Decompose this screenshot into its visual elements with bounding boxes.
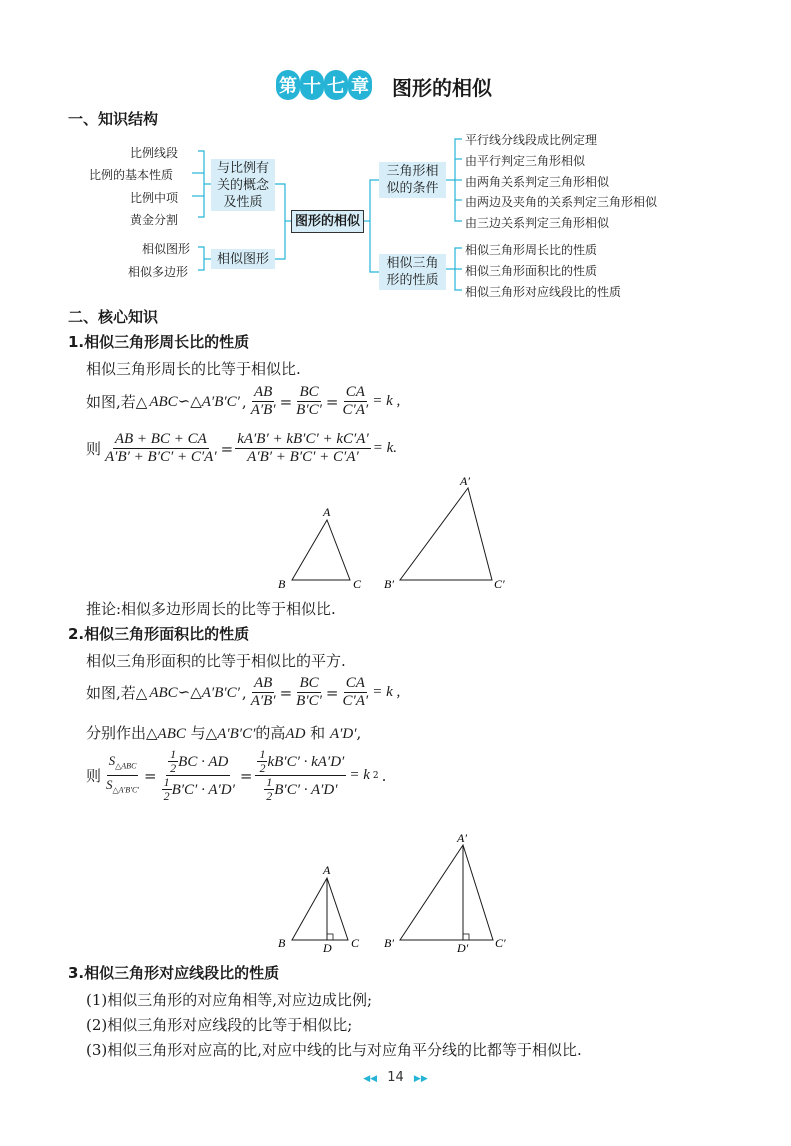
math: = k xyxy=(349,767,370,783)
triangle-small xyxy=(292,520,350,580)
mindmap-leaf: 相似多边形 xyxy=(128,265,189,279)
list-item: (2)相似三角形对应线段的比等于相似比; xyxy=(86,1016,353,1034)
math: B′C′ · A′D′ xyxy=(171,781,235,798)
fraction xyxy=(103,431,219,466)
text: 分别作出△ xyxy=(86,724,158,742)
numerator: 1 xyxy=(163,775,170,789)
numerator: 1 xyxy=(170,747,177,761)
numerator: CA xyxy=(345,384,365,400)
numerator xyxy=(255,748,346,776)
denominator: C′A′ xyxy=(342,402,369,418)
triangle-small xyxy=(292,878,348,940)
numerator: BC xyxy=(299,384,319,400)
vertex-label: B xyxy=(278,936,286,950)
text: 则 xyxy=(86,440,102,458)
mindmap-leaf: 相似三角形面积比的性质 xyxy=(465,264,598,278)
chapter-badge-char: 七 xyxy=(324,70,348,100)
denominator: A′B′ xyxy=(250,693,276,709)
math: = k , xyxy=(372,393,401,409)
construct-line xyxy=(86,722,361,743)
denominator xyxy=(262,776,339,803)
numerator: AB + BC + CA xyxy=(114,431,207,447)
list-item: (1)相似三角形的对应角相等,对应边成比例; xyxy=(86,991,373,1009)
math: ABC xyxy=(157,726,186,742)
math: BC · AD xyxy=(178,753,229,770)
vertex-label: B′ xyxy=(384,936,394,950)
text: , xyxy=(241,392,247,411)
math: AD xyxy=(285,726,306,742)
chapter-title: 图形的相似 xyxy=(392,76,492,100)
math: = k. xyxy=(372,440,398,456)
denominator: A′B′ xyxy=(250,402,276,418)
vertex-label: A xyxy=(323,505,331,519)
mindmap-leaf: 比例的基本性质 xyxy=(89,168,174,182)
section-heading: 二、核心知识 xyxy=(68,308,159,326)
vertex-label: B xyxy=(278,577,286,591)
math: A′B′C′ xyxy=(217,726,256,742)
triangle-large xyxy=(400,488,492,580)
text: , xyxy=(241,683,247,702)
math: S xyxy=(106,777,113,792)
mindmap-group-label-line: 形的性质 xyxy=(386,273,439,288)
mindmap-group-label-line: 相似三角 xyxy=(386,256,439,271)
math: ABC∽△A′B′C′ xyxy=(149,394,240,410)
math: = k , xyxy=(372,684,401,700)
numerator: AB xyxy=(253,384,273,400)
subscript: △A′B′C′ xyxy=(112,785,140,795)
math: S xyxy=(108,753,116,769)
item-heading: 3.相似三角形对应线段比的性质 xyxy=(68,964,280,982)
figure-triangles-with-heights xyxy=(270,830,530,960)
mindmap-group-box xyxy=(379,254,446,290)
chapter-badge-char: 第 xyxy=(276,70,300,100)
mindmap-leaf: 比例中项 xyxy=(130,191,179,205)
half xyxy=(257,748,267,775)
fraction xyxy=(255,748,346,803)
fraction xyxy=(294,675,324,710)
statement: 相似三角形面积的比等于相似比的平方. xyxy=(86,652,346,670)
denominator: A′B′ + B′C′ + C′A′ xyxy=(105,449,217,465)
section-heading: 一、知识结构 xyxy=(68,110,159,128)
triangle-large xyxy=(400,845,493,940)
text: 和 xyxy=(305,724,330,742)
mindmap-leaf: 相似图形 xyxy=(142,242,191,256)
vertex-label: C′ xyxy=(495,936,506,950)
mindmap-leaf: 由三边关系判定三角形相似 xyxy=(465,216,610,230)
denominator: B′C′ xyxy=(296,693,322,709)
vertex-label: A xyxy=(323,863,331,877)
fraction xyxy=(249,675,278,710)
text: , xyxy=(356,724,362,742)
vertex-label: A′ xyxy=(460,474,470,488)
arrow-left-icon: ◀◀ xyxy=(363,1074,378,1084)
vertex-label: B′ xyxy=(384,577,394,591)
corollary: 推论:相似多边形周长的比等于相似比. xyxy=(86,600,336,618)
numerator xyxy=(166,748,230,776)
numerator: BC xyxy=(299,675,319,691)
text: 的高 xyxy=(255,724,286,742)
vertex-label: A′ xyxy=(457,831,467,845)
numerator: CA xyxy=(345,675,365,691)
math: kB′C′ · kA′D′ xyxy=(267,753,345,770)
denominator: C′A′ xyxy=(342,693,369,709)
numerator: 1 xyxy=(266,775,273,789)
denominator xyxy=(160,776,237,803)
text: 如图,若△ xyxy=(86,684,148,702)
chapter-badge-char: 章 xyxy=(348,70,372,100)
mindmap-leaf: 相似三角形周长比的性质 xyxy=(465,243,598,257)
mindmap-leaf: 相似三角形对应线段比的性质 xyxy=(465,285,622,299)
mindmap-group-label-line: 三角形相 xyxy=(386,164,439,179)
mindmap-group-label-line: 关的概念 xyxy=(216,177,269,193)
page-number-text: 14 xyxy=(387,1070,404,1085)
math: B′C′ · A′D′ xyxy=(274,781,338,798)
arrow-right-icon: ▶▶ xyxy=(413,1074,428,1084)
numerator: 1 xyxy=(259,747,266,761)
mindmap-group-label-line: 与比例有 xyxy=(216,160,269,176)
fraction xyxy=(340,675,370,710)
fraction xyxy=(340,384,370,419)
text: . xyxy=(381,766,387,785)
fraction xyxy=(235,431,371,466)
mindmap-leaf: 由平行判定三角形相似 xyxy=(465,154,586,168)
vertex-label: C′ xyxy=(494,577,505,591)
mindmap-leaf: 平行线分线段成比例定理 xyxy=(465,133,598,147)
mindmap-leaf: 黄金分割 xyxy=(130,213,179,227)
text: 与△ xyxy=(185,724,218,742)
given-line: 如图,若△ ABC∽△A′B′C′ , $\frac{AB}{A'B'}$ = $\frac{BC}{B'C'}$ = $\frac{CA}{C'A'}$ = k , xyxy=(86,675,401,709)
denominator: 2 xyxy=(170,761,177,775)
item-heading: 2.相似三角形面积比的性质 xyxy=(68,625,250,643)
denominator: 2 xyxy=(259,761,266,775)
half xyxy=(168,748,178,775)
text: 则 xyxy=(86,767,102,785)
mindmap-group-box xyxy=(211,159,275,211)
mindmap-group-box xyxy=(211,249,275,269)
half xyxy=(162,776,172,803)
math: ABC∽△A′B′C′ xyxy=(149,685,240,701)
denominator: A′B′ + B′C′ + C′A′ xyxy=(247,449,359,465)
list-item: (3)相似三角形对应高的比,对应中线的比与对应角平分线的比都等于相似比. xyxy=(86,1041,582,1059)
denominator: 2 xyxy=(266,789,273,803)
exponent: 2 xyxy=(372,770,379,781)
mindmap-center: 图形的相似 xyxy=(291,210,364,233)
vertex-label: D′ xyxy=(457,941,469,955)
mindmap-group-label-line: 似的条件 xyxy=(386,181,439,196)
mindmap-group-label-line: 相似图形 xyxy=(216,251,269,267)
page-number xyxy=(0,1070,791,1085)
item-heading: 1.相似三角形周长比的性质 xyxy=(68,333,250,351)
fraction xyxy=(294,384,324,419)
fraction xyxy=(249,384,278,419)
math: A′D′ xyxy=(329,726,357,742)
numerator: kA′B′ + kB′C′ + kC′A′ xyxy=(237,431,369,447)
vertex-label: D xyxy=(323,941,332,955)
fraction xyxy=(104,752,141,798)
right-angle-mark xyxy=(327,934,333,940)
text: 如图,若△ xyxy=(86,393,148,411)
numerator: AB xyxy=(253,675,273,691)
denominator xyxy=(104,776,141,799)
vertex-label: C xyxy=(353,577,362,591)
mindmap-leaf: 比例线段 xyxy=(130,146,179,160)
given-line: 如图,若△ ABC∽△A′B′C′ , $\frac{AB}{A'B'}$ = $\frac{BC}{B'C'}$ = $\frac{CA}{C'A'}$ = k , xyxy=(86,384,401,418)
right-angle-mark xyxy=(463,934,469,940)
mindmap-leaf: 由两边及夹角的关系判定三角形相似 xyxy=(465,195,658,209)
then-line: 则 $\frac{AB + BC + CA}{A'B' + B'C' + C'A'}$ = $\frac{kA'B' + kB'C' + kC'A'}{A'B' + B'C' + C'A'}$ = k. xyxy=(86,431,398,465)
numerator xyxy=(107,752,139,776)
fraction xyxy=(160,748,237,803)
area-formula: 则 $\frac{S_{\triangle ABC}}{S_{\triangle A'B'C'}}$ = $\frac{1}{2}$ BC · AD $\frac{1}{2}$ B′C′ · A′D′ = $\frac{1}{2}$ kB′C′ · kA′D′ $\frac{1}{2}$ B′C′ · A′D′ = k 2 . xyxy=(86,747,387,803)
vertex-label: C xyxy=(351,936,360,950)
figure-similar-triangles xyxy=(270,470,530,595)
mindmap-group-box xyxy=(379,162,446,198)
chapter-badge-char: 十 xyxy=(300,70,324,100)
mindmap-group-label-line: 及性质 xyxy=(223,194,263,210)
statement: 相似三角形周长的比等于相似比. xyxy=(86,360,301,378)
mindmap-leaf: 由两角关系判定三角形相似 xyxy=(465,175,610,189)
half xyxy=(264,776,274,803)
denominator: 2 xyxy=(163,789,170,803)
denominator: B′C′ xyxy=(296,402,322,418)
subscript: △ABC xyxy=(115,762,137,771)
